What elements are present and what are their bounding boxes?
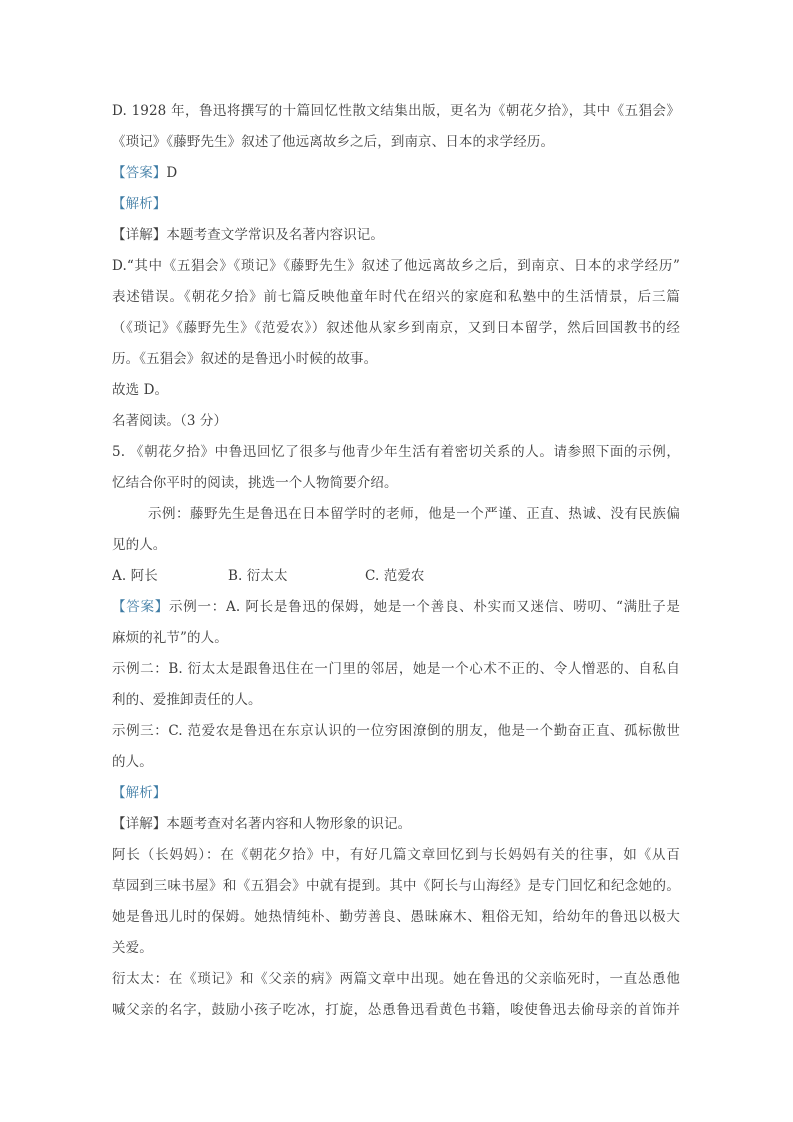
line-text: 见的人。 [112, 537, 167, 553]
document-line [112, 840, 680, 871]
option-a: A. 阿长 [112, 568, 158, 584]
line-text: 《琐记》《藤野先生》叙述了他远离故乡之后，到南京、日本的求学经历。 [112, 134, 555, 150]
line-text: D.“其中《五猖会》《琐记》《藤野先生》叙述了他远离故乡之后，到南京、日本的求学经历” [112, 258, 680, 274]
document-line [112, 437, 680, 468]
line-text: 关爱。 [112, 940, 153, 956]
document-line [112, 375, 680, 406]
line-text: 的人。 [112, 754, 153, 770]
line-text: 示例：藤野先生是鲁迅在日本留学时的老师，他是一个严谨、正直、热诚、没有民族偏 [148, 506, 680, 522]
line-text: 忆结合你平时的阅读，挑选一个人物简要介绍。 [112, 475, 398, 491]
options-line [112, 561, 680, 592]
answer-label: 【答案】 [112, 599, 170, 615]
line-text: 示例二：B. 衍太太是跟鲁迅住在一门里的邻居，她是一个心术不正的、令人憎恶的、自私自 [112, 661, 680, 677]
document-line [112, 313, 680, 344]
document-line [112, 468, 680, 499]
document-line [112, 127, 680, 158]
line-text: 【详解】本题考查对名著内容和人物形象的识记。 [112, 816, 412, 832]
document-line [112, 654, 680, 685]
option-b: B. 衍太太 [228, 568, 288, 584]
document-line [112, 747, 680, 778]
document-line [112, 778, 680, 809]
answer-label: 【答案】 [112, 165, 167, 181]
document-line [112, 220, 680, 251]
line-text: D. 1928 年，鲁迅将撰写的十篇回忆性散文结集出版，更名为《朝花夕拾》，其中《五猖会》 [112, 103, 680, 119]
line-text: 她是鲁迅儿时的保姆。她热情纯朴、勤劳善良、愚昧麻木、粗俗无知，给幼年的鲁迅以极大 [112, 909, 680, 925]
document-line [112, 995, 680, 1026]
document-line [112, 685, 680, 716]
line-text: 阿长（长妈妈）：在《朝花夕拾》中，有好几篇文章回忆到与长妈妈有关的往事，如《从百 [112, 847, 680, 863]
line-text: 喊父亲的名字，鼓励小孩子吃冰，打旋，怂恿鲁迅看黄色书籍，唆使鲁迅去偷母亲的首饰并 [112, 1002, 680, 1018]
option-c: C. 范爱农 [365, 568, 425, 584]
line-text: 【详解】本题考查文学常识及名著内容识记。 [112, 227, 384, 243]
document-line [112, 406, 680, 437]
document-line [112, 251, 680, 282]
document-line [112, 530, 680, 561]
analysis-label: 【解析】 [112, 785, 167, 801]
line-text: 示例三：C. 范爱农是鲁迅在东京认识的一位穷困潦倒的朋友，他是一个勤奋正直、孤标傲世 [112, 723, 680, 739]
document-line [112, 933, 680, 964]
document-line [112, 282, 680, 313]
document-line [112, 96, 680, 127]
line-text: 名著阅读。（3 分） [112, 413, 228, 429]
document-line [112, 189, 680, 220]
line-text: 历。《五猖会》叙述的是鲁迅小时候的故事。 [112, 351, 378, 367]
line-text: 表述错误。《朝花夕拾》前七篇反映他童年时代在绍兴的家庭和私塾中的生活情景，后三篇 [112, 289, 680, 305]
document-line [112, 158, 680, 189]
line-text: 利的、爱推卸责任的人。 [112, 692, 262, 708]
line-text: 示例一：A. 阿长是鲁迅的保姆，她是一个善良、朴实而又迷信、唠叨、“满肚子是 [169, 599, 680, 615]
document-line [112, 716, 680, 747]
document-line [112, 623, 680, 654]
line-text: 草园到三味书屋》和《五猖会》中就有提到。其中《阿长与山海经》是专门回忆和纪念她的。 [112, 878, 680, 894]
document-line [112, 964, 680, 995]
document-line [112, 871, 680, 902]
line-text: （《琐记》《藤野先生》《范爱农》）叙述他从家乡到南京，又到日本留学，然后回国教书的经 [112, 320, 680, 336]
document-line [112, 809, 680, 840]
document-line [112, 592, 680, 623]
document-content [112, 96, 680, 1026]
analysis-label: 【解析】 [112, 196, 167, 212]
line-text: D [166, 165, 178, 181]
document-line [112, 902, 680, 933]
line-text: 麻烦的礼节”的人。 [112, 630, 228, 646]
line-text: 衍太太：在《琐记》和《父亲的病》两篇文章中出现。她在鲁迅的父亲临死时，一直怂恿他 [112, 971, 680, 987]
line-text: 5. 《朝花夕拾》中鲁迅回忆了很多与他青少年生活有着密切关系的人。请参照下面的示例， [112, 444, 680, 460]
document-line [112, 344, 680, 375]
document-line [112, 499, 680, 530]
line-text: 故选 D。 [112, 382, 169, 398]
